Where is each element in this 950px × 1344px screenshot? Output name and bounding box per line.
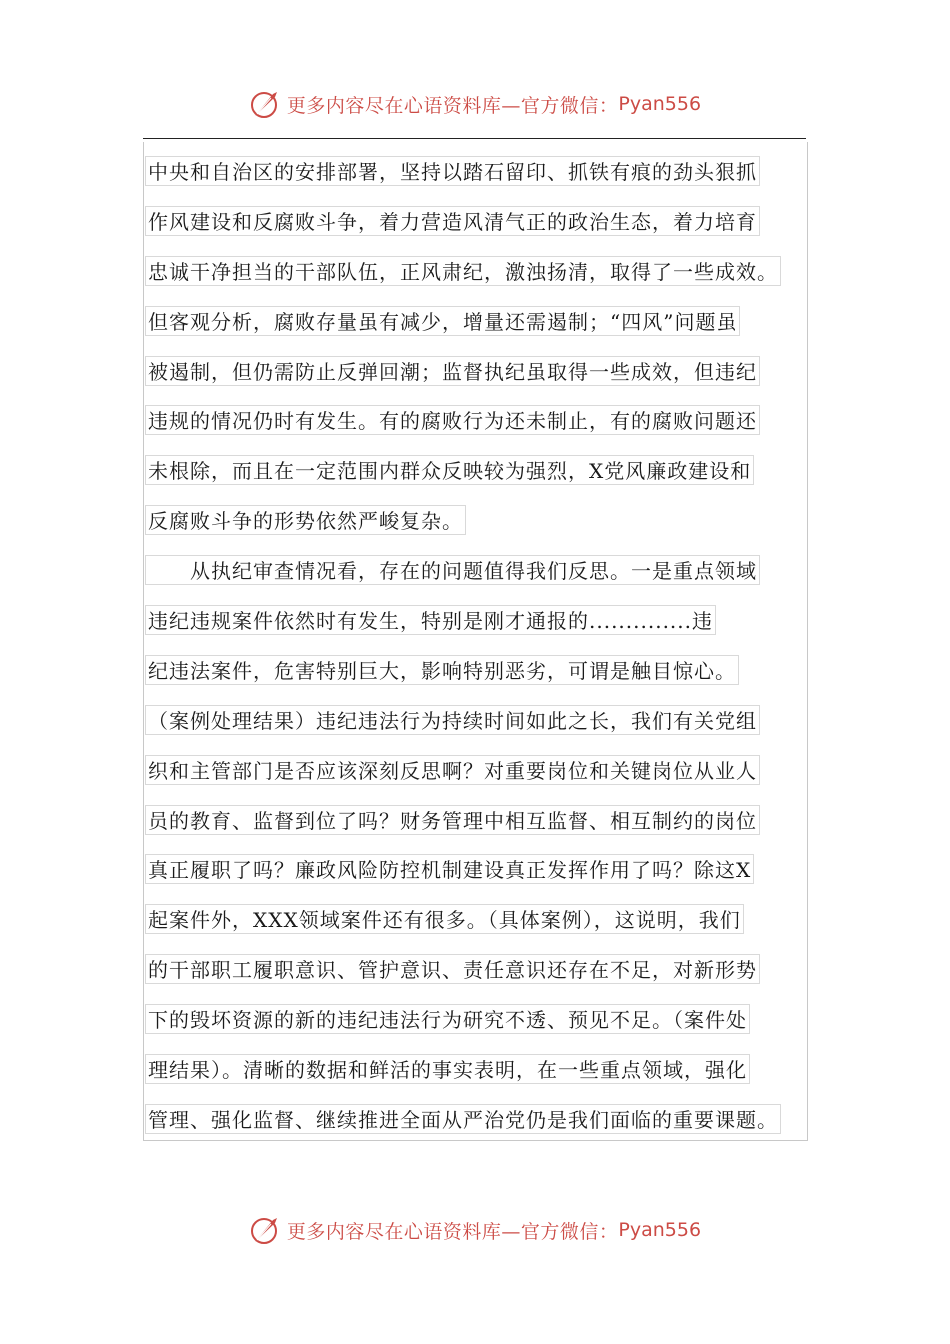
text-line — [145, 298, 825, 348]
line-text: 起案件外，XXX领域案件还有很多。（具体案例），这说明，我们 — [145, 904, 744, 934]
text-line — [145, 348, 825, 398]
text-line — [145, 996, 825, 1046]
line-text: 员的教育、监督到位了吗？财务管理中相互监督、相互制约的岗位 — [145, 805, 760, 835]
line-text: 从执纪审查情况看，存在的问题值得我们反思。一是重点领域 — [145, 555, 760, 585]
line-text: 的干部职工履职意识、管护意识、责任意识还存在不足，对新形势 — [145, 954, 760, 984]
header-wechat-id: Pyan556 — [618, 93, 702, 115]
text-line — [145, 1096, 825, 1146]
text-line — [145, 497, 825, 547]
line-text: 理结果）。清晰的数据和鲜活的事实表明，在一些重点领域，强化 — [145, 1054, 750, 1084]
text-line — [145, 896, 825, 946]
line-text: 忠诚干净担当的干部队伍，正风肃纪，激浊扬清，取得了一些成效。 — [145, 256, 781, 286]
quill-pen-icon — [249, 88, 281, 120]
line-text: 真正履职了吗？廉政风险防控机制建设真正发挥作用了吗？除这X — [145, 854, 754, 884]
text-line — [145, 597, 825, 647]
footer-banner — [0, 1208, 950, 1252]
line-text: （案例处理结果）违纪违法行为持续时间如此之长，我们有关党组 — [145, 705, 760, 735]
header-banner-text: 更多内容尽在心语资料库—官方微信： — [286, 94, 619, 117]
line-text: 违纪违规案件依然时有发生，特别是刚才通报的..............违 — [145, 605, 716, 635]
text-line — [145, 397, 825, 447]
line-text: 纪违法案件，危害特别巨大，影响特别恶劣，可谓是触目惊心。 — [145, 655, 739, 685]
text-line — [145, 547, 825, 597]
text-line — [145, 647, 825, 697]
text-line — [145, 697, 825, 747]
footer-banner-text: 更多内容尽在心语资料库—官方微信： — [286, 1220, 619, 1243]
line-text: 管理、强化监督、继续推进全面从严治党仍是我们面临的重要课题。 — [145, 1104, 781, 1134]
text-line — [145, 248, 825, 298]
text-line — [145, 846, 825, 896]
text-line — [145, 148, 825, 198]
text-line — [145, 946, 825, 996]
line-text: 但客观分析，腐败存量虽有减少，增量还需遏制；“四风”问题虽 — [145, 306, 740, 336]
line-text: 反腐败斗争的形势依然严峻复杂。 — [145, 505, 466, 535]
text-line — [145, 198, 825, 248]
footer-wechat-id: Pyan556 — [618, 1219, 702, 1241]
line-text: 织和主管部门是否应该深刻反思啊？对重要岗位和关键岗位从业人 — [145, 755, 760, 785]
header-rule — [143, 138, 806, 139]
header-banner — [0, 82, 950, 126]
text-line — [145, 797, 825, 847]
text-line — [145, 447, 825, 497]
document-body — [145, 148, 825, 1146]
quill-pen-icon — [249, 1214, 281, 1246]
line-text: 未根除，而且在一定范围内群众反映较为强烈，X党风廉政建设和 — [145, 455, 754, 485]
line-text: 作风建设和反腐败斗争，着力营造风清气正的政治生态，着力培育 — [145, 206, 760, 236]
text-line — [145, 1046, 825, 1096]
line-text: 被遏制，但仍需防止反弹回潮；监督执纪虽取得一些成效，但违纪 — [145, 356, 760, 386]
line-text: 下的毁坏资源的新的违纪违法行为研究不透、预见不足。（案件处 — [145, 1004, 750, 1034]
line-text: 中央和自治区的安排部署，坚持以踏石留印、抓铁有痕的劲头狠抓 — [145, 156, 760, 186]
text-line — [145, 747, 825, 797]
line-text: 违规的情况仍时有发生。有的腐败行为还未制止，有的腐败问题还 — [145, 405, 760, 435]
